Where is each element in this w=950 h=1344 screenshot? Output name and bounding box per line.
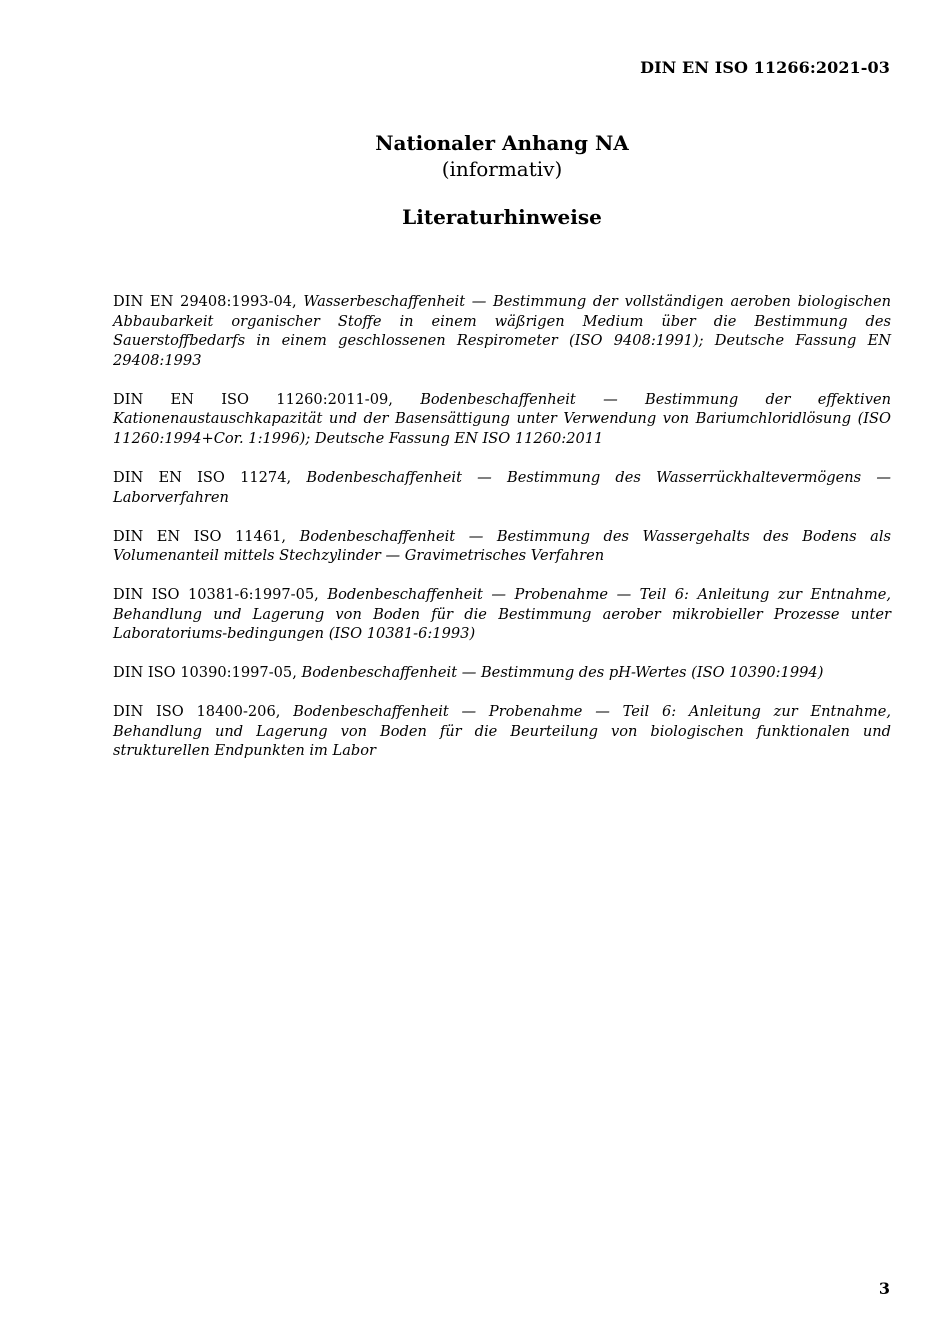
entry-title: Bodenbeschaffenheit — Bestimmung des pH-Wertes (ISO 10390:1994) bbox=[301, 664, 824, 682]
entry-reference: DIN EN ISO 11274, bbox=[113, 468, 307, 486]
bibliography-entry bbox=[113, 527, 891, 566]
bibliography-entry bbox=[113, 663, 891, 683]
bibliography-entry bbox=[113, 468, 891, 507]
entry-reference: DIN EN ISO 11461, bbox=[113, 527, 300, 545]
document-id: DIN EN ISO 11266:2021-03 bbox=[640, 58, 890, 77]
page-number: 3 bbox=[878, 1279, 890, 1298]
entry-reference: DIN EN 29408:1993-04, bbox=[113, 293, 304, 310]
entry-reference: DIN ISO 10381-6:1997-05, bbox=[113, 586, 328, 604]
entry-title: Wasserbeschaffenheit — Bestimmung der vollständigen aeroben biologischen Abbaubarkeit organischer Stoffe in einem wäßrigen Medium über die Bestimmung des Sauerstoffbedarfs in einem geschlossenen Respirometer (ISO 9408:1991); Deutsche Fassung EN 29408:1993 bbox=[113, 293, 891, 369]
annex-subtitle: (informativ) bbox=[441, 157, 563, 181]
annex-heading bbox=[0, 130, 950, 230]
section-title: Literaturhinweise bbox=[402, 205, 602, 229]
entry-title: Bodenbeschaffenheit — Bestimmung der effektiven Kationenaustauschkapazität und der Basensättigung unter Verwendung von Bariumchloridlösung (ISO 11260:1994+Cor. 1:1996); Deutsche Fassung EN ISO 11260:2011 bbox=[113, 390, 891, 447]
entry-title: Bodenbeschaffenheit — Probenahme — Teil 6: Anleitung zur Entnahme, Behandlung und Lagerung von Boden für die Bestimmung aerober mikrobieller Prozesse unter Laboratoriums-bedingungen (ISO 10381-6:1993) bbox=[113, 586, 892, 643]
annex-title: Nationaler Anhang NA bbox=[375, 131, 629, 155]
bibliography-list bbox=[113, 292, 891, 780]
bibliography-entry bbox=[113, 292, 891, 370]
entry-reference: DIN ISO 18400-206, bbox=[113, 703, 294, 721]
entry-reference: DIN EN ISO 11260:2011-09, bbox=[113, 390, 421, 408]
entry-reference: DIN ISO 10390:1997-05, bbox=[113, 664, 302, 682]
bibliography-entry bbox=[113, 390, 891, 449]
entry-title: Bodenbeschaffenheit — Bestimmung des Wassergehalts des Bodens als Volumenanteil mittels Stechzylinder — Gravimetrisches Verfahren bbox=[113, 527, 891, 565]
entry-title: Bodenbeschaffenheit — Probenahme — Teil 6: Anleitung zur Entnahme, Behandlung und Lagerung von Boden für die Beurteilung von biologischen funktionalen und strukturellen Endpunkten im Labor bbox=[113, 703, 892, 760]
bibliography-entry bbox=[113, 702, 891, 761]
bibliography-entry bbox=[113, 585, 891, 644]
entry-title: Bodenbeschaffenheit — Bestimmung des Wasserrückhaltevermögens — Laborverfahren bbox=[113, 468, 891, 506]
